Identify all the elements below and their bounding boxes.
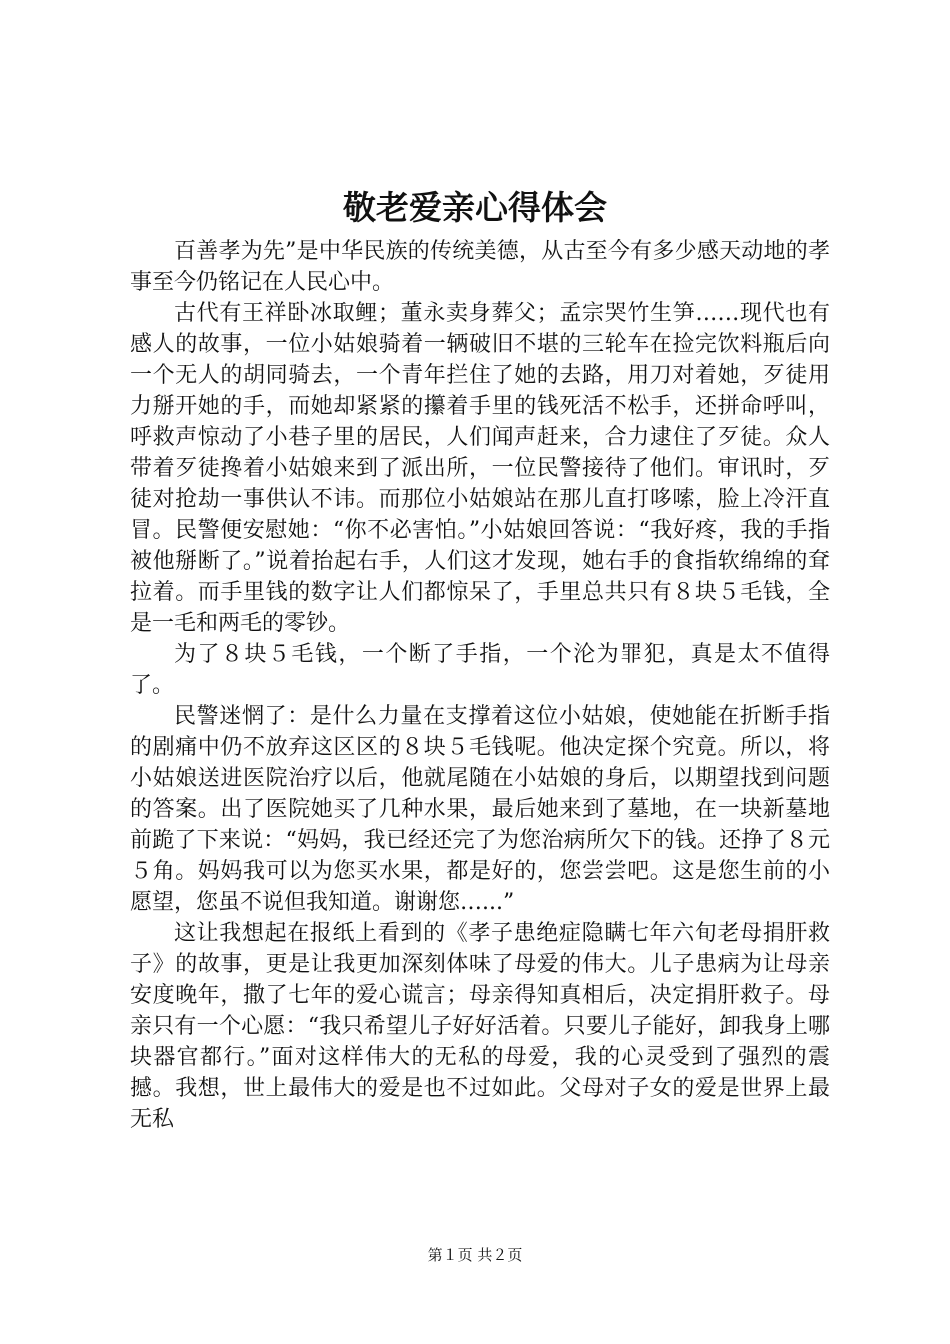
document-body [130,236,830,1135]
paragraph-3: 为了８块５毛钱，一个断了手指，一个沦为罪犯，真是太不值得了。 [130,642,830,698]
paragraph-4: 民警迷惘了：是什么力量在支撑着这位小姑娘，使她能在折断手指的剧痛中仍不放弃这区区的８块５毛钱呢。他决定探个究竟。所以，将小姑娘送进医院治疗以后，他就尾随在小姑娘的身后，以期望找到问题的答案。出了医院她买了几种水果，最后她来到了墓地，在一块新墓地前跪了下来说：“妈妈，我已经还完了为您治病所欠下的钱。还挣了８元５角。妈妈我可以为您买水果，都是好的，您尝尝吧。这是您生前的小愿望，您虽不说但我知道。谢谢您…...” [130,704,830,915]
document-title: 敬老爱亲心得体会 [343,188,607,227]
paragraph-5: 这让我想起在报纸上看到的《孝子患绝症隐瞒七年六旬老母捐肝救子》的故事，更是让我更加深刻体味了母爱的伟大。儿子患病为让母亲安度晚年，撒了七年的爱心谎言；母亲得知真相后，决定捐肝救子。母亲只有一个心愿：“我只希望儿子好好活着。只要儿子能好，卸我身上哪块器官都行。”面对这样伟大的无私的母爱，我的心灵受到了强烈的震撼。我想，世上最伟大的爱是也不过如此。父母对子女的爱是世界上最无私 [130,921,830,1132]
page-footer: 第１页 共２页 [427,1246,523,1264]
paragraph-1: 百善孝为先”是中华民族的传统美德，从古至今有多少感天动地的孝事至今仍铭记在人民心中。 [130,239,830,295]
paragraph-2: 古代有王祥卧冰取鲤；董永卖身葬父；孟宗哭竹生笋……现代也有感人的故事，一位小姑娘骑着一辆破旧不堪的三轮车在捡完饮料瓶后向一个无人的胡同骑去，一个青年拦住了她的去路，用刀对着她，歹徒用力掰开她的手，而她却紧紧的攥着手里的钱死活不松手，还拼命呼叫，呼救声惊动了小巷子里的居民，人们闻声赶来，合力逮住了歹徒。众人带着歹徒搀着小姑娘来到了派出所，一位民警接待了他们。审讯时，歹徒对抢劫一事供认不讳。而那位小姑娘站在那儿直打哆嗦，脸上冷汗直冒。民警便安慰她：“你不必害怕。”小姑娘回答说：“我好疼，我的手指被他掰断了。”说着抬起右手，人们这才发现，她右手的食指软绵绵的耷拉着。而手里钱的数字让人们都惊呆了，手里总共只有８块５毛钱，全是一毛和两毛的零钞。 [130,301,830,636]
